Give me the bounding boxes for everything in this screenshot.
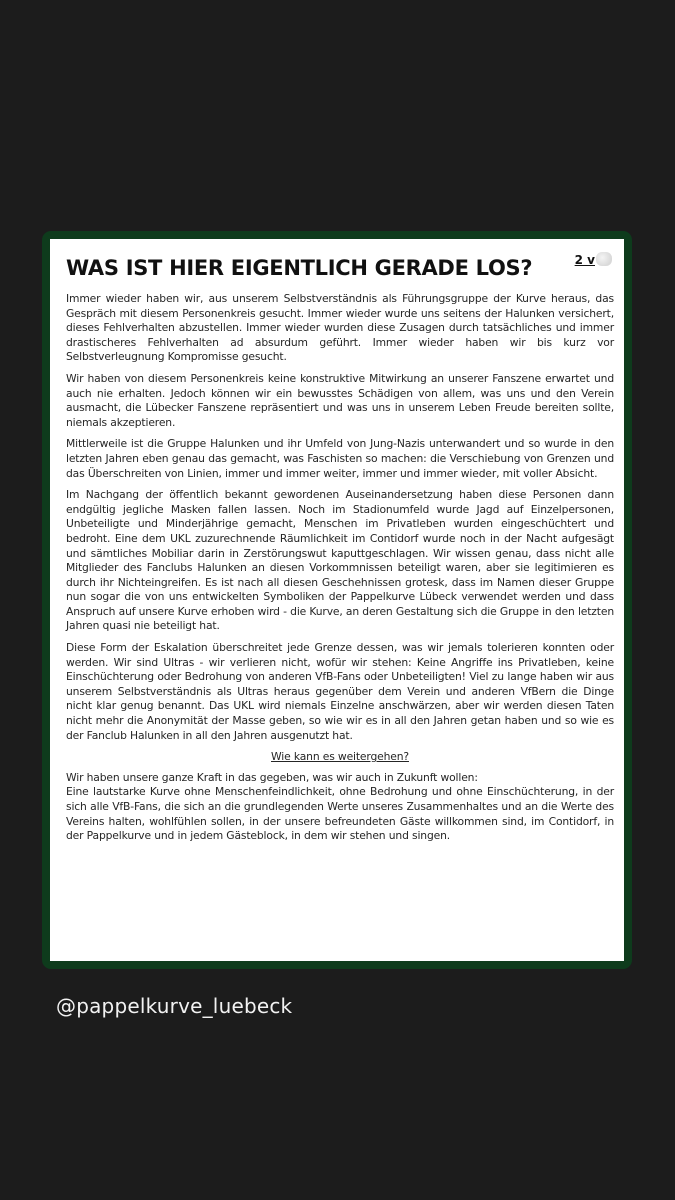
account-handle[interactable]: @pappelkurve_luebeck <box>56 994 293 1018</box>
paragraph-4: Im Nachgang der öffentlich bekannt gewordenen Auseinandersetzung haben diese Personen dann endgültig jegliche Masken fallen lassen. Noch im Stadionumfeld wurde Jagd auf Einzelpersonen, Unbeteiligte und Minderjährige gemacht, Menschen im Privatleben wurden eingeschüchtert und bedroht. Eine dem UKL zuzurechnende Räumlichkeit im Contidorf wurde noch in der Nacht aufgesägt und sämtliches Mobiliar darin in Zerstörungswut kaputtgeschlagen. Wir wissen genau, dass nicht alle Mitglieder des Fanclubs Halunken an diesen Vorkommnissen beteiligt waren, aber sie legitimieren es durch ihr Nichteingreifen. Es ist nach all diesen Geschehnissen grotesk, dass im Namen dieser Gruppe nun sogar die von uns entwickelten Symboliken der Pappelkurve Lübeck verwendet werden und dass Anspruch auf unsere Kurve erhoben wird - die Kurve, an deren Gestaltung sich die Gruppe in den letzten Jahren quasi nie beteiligt hat. <box>66 488 614 633</box>
document-title: WAS IST HIER EIGENTLICH GERADE LOS? <box>66 256 533 280</box>
page-indicator <box>573 252 614 267</box>
paragraph-3: Mittlerweile ist die Gruppe Halunken und ihr Umfeld von Jung-Nazis unterwandert und so wurde in den letzten Jahren eben genau das gemacht, was Faschisten so machen: die Verschiebung von Grenzen und das Überschreiten von Linien, immer und immer weiter, immer und immer wieder, mit voller Absicht. <box>66 437 614 480</box>
closing-paragraph <box>66 771 614 844</box>
sticker-overlay-icon <box>596 252 612 266</box>
document-body <box>66 292 614 844</box>
paragraph-5: Diese Form der Eskalation überschreitet jede Grenze dessen, was wir jemals tolerieren konnten oder werden. Wir sind Ultras - wir verlieren nicht, wofür wir stehen: Keine Angriffe ins Privatleben, keine Einschüchterung oder Bedrohung von anderen VfB-Fans oder Unbeteiligten! Viel zu lange haben wir aus unserem Selbstverständnis als Ultras heraus gegenüber dem Verein und anderen VfBern die Dinge nicht klar genug benannt. Das UKL wird niemals Einzelne anschwärzen, aber wir werden diesen Taten nicht mehr die Anonymität der Masse geben, so wie wir es in all den Jahren getan haben und so wie es der Fanclub Halunken in all den Jahren ausgenutzt hat. <box>66 641 614 742</box>
closing-line-1: Wir haben unsere ganze Kraft in das gegeben, was wir auch in Zukunft wollen: <box>66 770 478 784</box>
paragraph-2: Wir haben von diesem Personenkreis keine konstruktive Mitwirkung an unserer Fanszene erwartet und auch nie erhalten. Jedoch können wir ein bewusstes Schädigen von allem, was uns und den Verein ausmacht, die Lübecker Fanszene repräsentiert und was uns in unserem Leben Freude bereiten sollte, niemals akzeptieren. <box>66 371 614 429</box>
closing-line-2: Eine lautstarke Kurve ohne Menschenfeindlichkeit, ohne Bedrohung und ohne Einschüchterung, in der sich alle VfB-Fans, die sich an die grundlegenden Werte unseres Zusammenhaltes und an die Werte des Vereins halten, wohlfühlen sollen, in der unsere befreundeten Gäste willkommen sind, im Contidorf, in der Pappelkurve und in jedem Gästeblock, in dem wir stehen und singen. <box>66 785 614 843</box>
subheading: Wie kann es weitergehen? <box>271 750 409 764</box>
page-indicator-label: 2 v <box>574 253 595 267</box>
paragraph-1: Immer wieder haben wir, aus unserem Selbstverständnis als Führungsgruppe der Kurve heraus, das Gespräch mit diesem Personenkreis gesucht. Immer wieder wurde uns seitens der Halunken versichert, dieses Fehlverhalten abzustellen. Immer wieder wurden diese Zusagen durch tatsächliches und immer drastischeres Fehlverhalten ad absurdum geführt. Immer wieder haben wir bis kurz vor Selbstverleugnung Kompromisse gesucht. <box>66 292 614 364</box>
document-page <box>50 239 624 961</box>
